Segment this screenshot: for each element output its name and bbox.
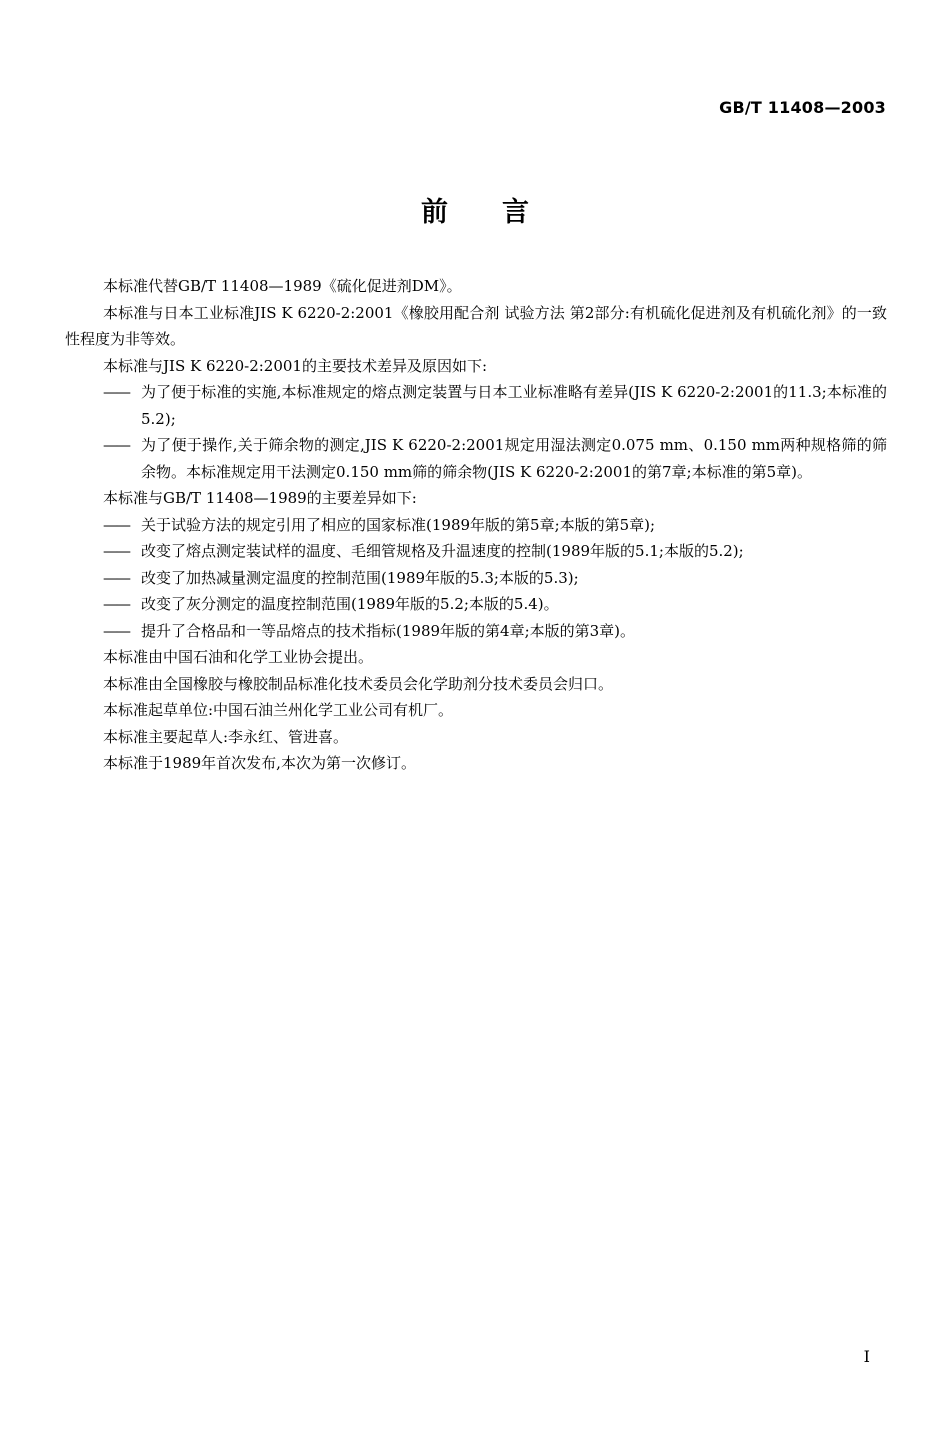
document-body bbox=[65, 273, 887, 777]
list-item bbox=[65, 379, 887, 432]
list-item-text: 关于试验方法的规定引用了相应的国家标准(1989年版的第5章;本版的第5章); bbox=[141, 515, 656, 534]
dash-marker: —— bbox=[103, 568, 129, 587]
list-item-text: 改变了熔点测定装试样的温度、毛细管规格及升温速度的控制(1989年版的5.1;本版的5.2); bbox=[141, 542, 744, 560]
paragraph-committee: 本标准由全国橡胶与橡胶制品标准化技术委员会化学助剂分技术委员会归口。 bbox=[103, 674, 614, 693]
paragraph-jis-differences: 本标准与JIS K 6220-2:2001的主要技术差异及原因如下: bbox=[103, 356, 488, 375]
paragraph-history: 本标准于1989年首次发布,本次为第一次修订。 bbox=[103, 754, 416, 772]
list-item bbox=[65, 512, 887, 539]
paragraph-replaces: 本标准代替GB/T 11408—1989《硫化促进剂DM》。 bbox=[103, 277, 462, 295]
dash-marker: —— bbox=[103, 595, 129, 613]
dash-marker: —— bbox=[103, 621, 129, 640]
list-item bbox=[65, 538, 887, 565]
page-title: 前言 bbox=[421, 197, 583, 228]
list-item-text: 改变了加热减量测定温度的控制范围(1989年版的5.3;本版的5.3); bbox=[141, 568, 579, 587]
paragraph-proposer: 本标准由中国石油和化学工业协会提出。 bbox=[103, 648, 374, 666]
list-item-text: 提升了合格品和一等品熔点的技术指标(1989年版的第4章;本版的第3章)。 bbox=[141, 621, 636, 640]
list-item-text: 为了便于操作,关于筛余物的测定,JIS K 6220-2:2001规定用湿法测定0.075 mm、0.150 mm两种规格筛的筛余物。本标准规定用干法测定0.150 mm筛的筛余物(JIS K 6220-2:2001的第7章;本标准的第5章)。 bbox=[141, 436, 887, 481]
list-item-text: 改变了灰分测定的温度控制范围(1989年版的5.2;本版的5.4)。 bbox=[141, 595, 559, 613]
page-number: I bbox=[863, 1347, 870, 1366]
standard-number: GB/T 11408—2003 bbox=[719, 98, 886, 117]
paragraph-drafting-unit: 本标准起草单位:中国石油兰州化学工业公司有机厂。 bbox=[103, 701, 454, 719]
dash-marker: —— bbox=[103, 436, 129, 454]
paragraph-equivalence: 本标准与日本工业标准JIS K 6220-2:2001《橡胶用配合剂 试验方法 第2部分:有机硫化促进剂及有机硫化剂》的一致性程度为非等效。 bbox=[65, 303, 887, 348]
list-item bbox=[65, 591, 887, 618]
dash-marker: —— bbox=[103, 542, 129, 560]
list-item bbox=[65, 565, 887, 592]
dash-marker: —— bbox=[103, 383, 129, 401]
paragraph-drafters: 本标准主要起草人:李永红、管进喜。 bbox=[103, 727, 349, 746]
paragraph-gbt-differences: 本标准与GB/T 11408—1989的主要差异如下: bbox=[103, 489, 417, 507]
list-item-text: 为了便于标准的实施,本标准规定的熔点测定装置与日本工业标准略有差异(JIS K 6220-2:2001的11.3;本标准的5.2); bbox=[141, 383, 887, 428]
list-item bbox=[65, 618, 887, 645]
list-item bbox=[65, 432, 887, 485]
dash-marker: —— bbox=[103, 515, 129, 534]
